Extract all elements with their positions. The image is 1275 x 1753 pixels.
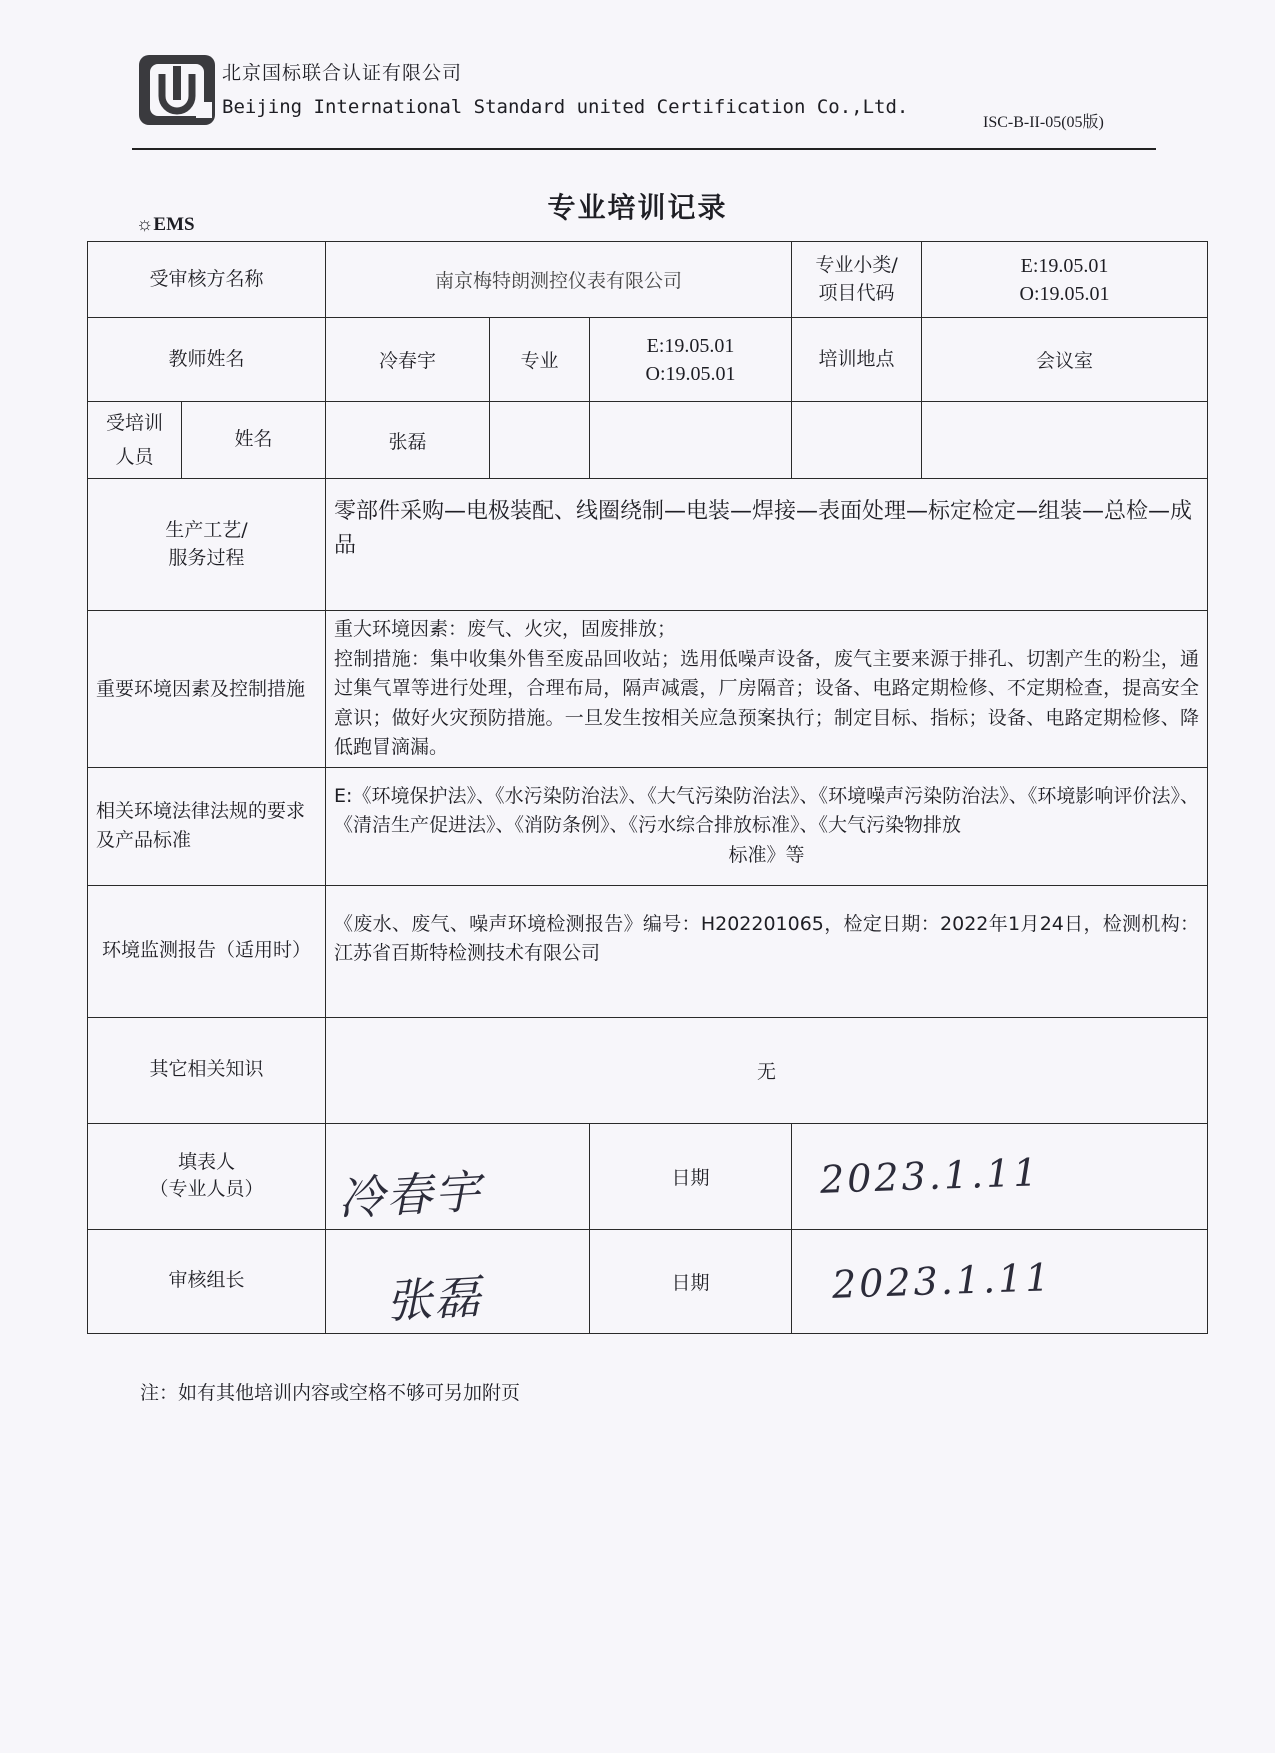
- filler-label: [88, 1123, 326, 1229]
- leader-date-cell: [792, 1229, 1208, 1333]
- leader-label: 审核组长: [88, 1229, 326, 1333]
- table-row: [88, 479, 1208, 611]
- category-code-o: O:19.05.01: [1019, 282, 1110, 305]
- leader-date: 2023.1.11: [831, 1255, 1054, 1307]
- monitor-label: 环境监测报告（适用时）: [88, 885, 326, 1017]
- trainee-label: [88, 402, 182, 479]
- major-code: [590, 318, 792, 402]
- filler-signature-cell: [326, 1123, 590, 1229]
- ems-tag: ☼EMS: [136, 214, 195, 235]
- env-factor-line1: 重大环境因素：废气、火灾，固废排放；: [334, 618, 677, 641]
- law-value: [326, 767, 1208, 885]
- date-label-1: 日期: [590, 1123, 792, 1229]
- other-value: 无: [326, 1017, 1208, 1123]
- law-text: E:《环境保护法》、《水污染防治法》、《大气污染防治法》、《环境噪声污染防治法》、《环境影响评价法》、《清洁生产促进法》、《消防条例》、《污水综合排放标准》、《大气污染物排放: [334, 784, 1200, 837]
- category-label-line1: 专业小类/: [815, 253, 898, 276]
- company-name-en: Beijing International Standard united Certification Co.,Ltd.: [222, 96, 909, 118]
- training-record-table: [87, 241, 1208, 1334]
- table-row: [88, 402, 1208, 479]
- process-label-line1: 生产工艺/: [165, 519, 248, 542]
- page-title: 专业培训记录: [547, 191, 728, 224]
- leader-signature-cell: [326, 1229, 590, 1333]
- trainee-label-line1: 受培训: [105, 412, 163, 434]
- teacher-value: 冷春宇: [326, 318, 490, 402]
- company-logo-icon: [136, 52, 218, 128]
- major-code-o: O:19.05.01: [645, 362, 736, 385]
- header-divider: [132, 148, 1156, 150]
- env-factor-value: [326, 611, 1208, 767]
- category-code: [922, 242, 1208, 318]
- table-row: [88, 611, 1208, 767]
- auditee-value: 南京梅特朗测控仪表有限公司: [326, 242, 792, 318]
- process-label: [88, 479, 326, 611]
- location-label: 培训地点: [792, 318, 922, 402]
- trainee-label-line2: 人员: [115, 446, 154, 469]
- filler-label-line1: 填表人: [178, 1150, 236, 1173]
- filler-date-cell: [792, 1123, 1208, 1229]
- other-label: 其它相关知识: [88, 1017, 326, 1123]
- process-label-line2: 服务过程: [168, 546, 245, 569]
- table-row: [88, 1123, 1208, 1229]
- major-label: 专业: [490, 318, 590, 402]
- filler-label-line2: （专业人员）: [149, 1178, 264, 1201]
- document-code: ISC-B-II-05(05版): [983, 114, 1104, 131]
- table-row: [88, 1017, 1208, 1123]
- trainee-name-value: 张磊: [326, 402, 490, 479]
- teacher-label: 教师姓名: [88, 318, 326, 402]
- category-label: [792, 242, 922, 318]
- date-label-2: 日期: [590, 1229, 792, 1333]
- category-code-e: E:19.05.01: [1020, 254, 1109, 277]
- category-label-line2: 项目代码: [818, 281, 895, 304]
- law-text-end: 标准》等: [728, 843, 805, 866]
- table-row: [88, 885, 1208, 1017]
- major-code-e: E:19.05.01: [646, 334, 735, 357]
- filler-signature: 冷春宇: [336, 1163, 484, 1226]
- law-label: 相关环境法律法规的要求及产品标准: [88, 767, 326, 885]
- process-value: 零部件采购—电极装配、线圈绕制—电装—焊接—表面处理—标定检定—组装—总检—成品: [326, 479, 1208, 611]
- trainee-name-label: 姓名: [182, 402, 326, 479]
- auditee-label: 受审核方名称: [88, 242, 326, 318]
- empty-cell: [792, 402, 922, 479]
- table-row: [88, 318, 1208, 402]
- empty-cell: [922, 402, 1208, 479]
- table-row: [88, 767, 1208, 885]
- filler-date: 2023.1.11: [819, 1150, 1042, 1202]
- env-factor-label: 重要环境因素及控制措施: [88, 611, 326, 767]
- monitor-value: 《废水、废气、噪声环境检测报告》编号：H202201065，检定日期：2022年1月24日，检测机构：江苏省百斯特检测技术有限公司: [326, 885, 1208, 1017]
- footer-note: 注：如有其他培训内容或空格不够可另加附页: [140, 1382, 521, 1404]
- table-row: [88, 1229, 1208, 1333]
- env-factor-line2: 控制措施：集中收集外售至废品回收站；选用低噪声设备，废气主要来源于排孔、切割产生的粉尘，通过集气罩等进行处理，合理布局，隔声减震，厂房隔音；设备、电路定期检修、不定期检查，提高安全意识；做好火灾预防措施。一旦发生按相关应急预案执行；制定目标、指标；设备、电路定期检修、降低跑冒滴漏。: [334, 647, 1200, 759]
- empty-cell: [490, 402, 590, 479]
- location-value: 会议室: [922, 318, 1208, 402]
- leader-signature: 张磊: [384, 1269, 484, 1329]
- table-row: [88, 242, 1208, 318]
- company-name-cn: 北京国标联合认证有限公司: [222, 62, 463, 84]
- empty-cell: [590, 402, 792, 479]
